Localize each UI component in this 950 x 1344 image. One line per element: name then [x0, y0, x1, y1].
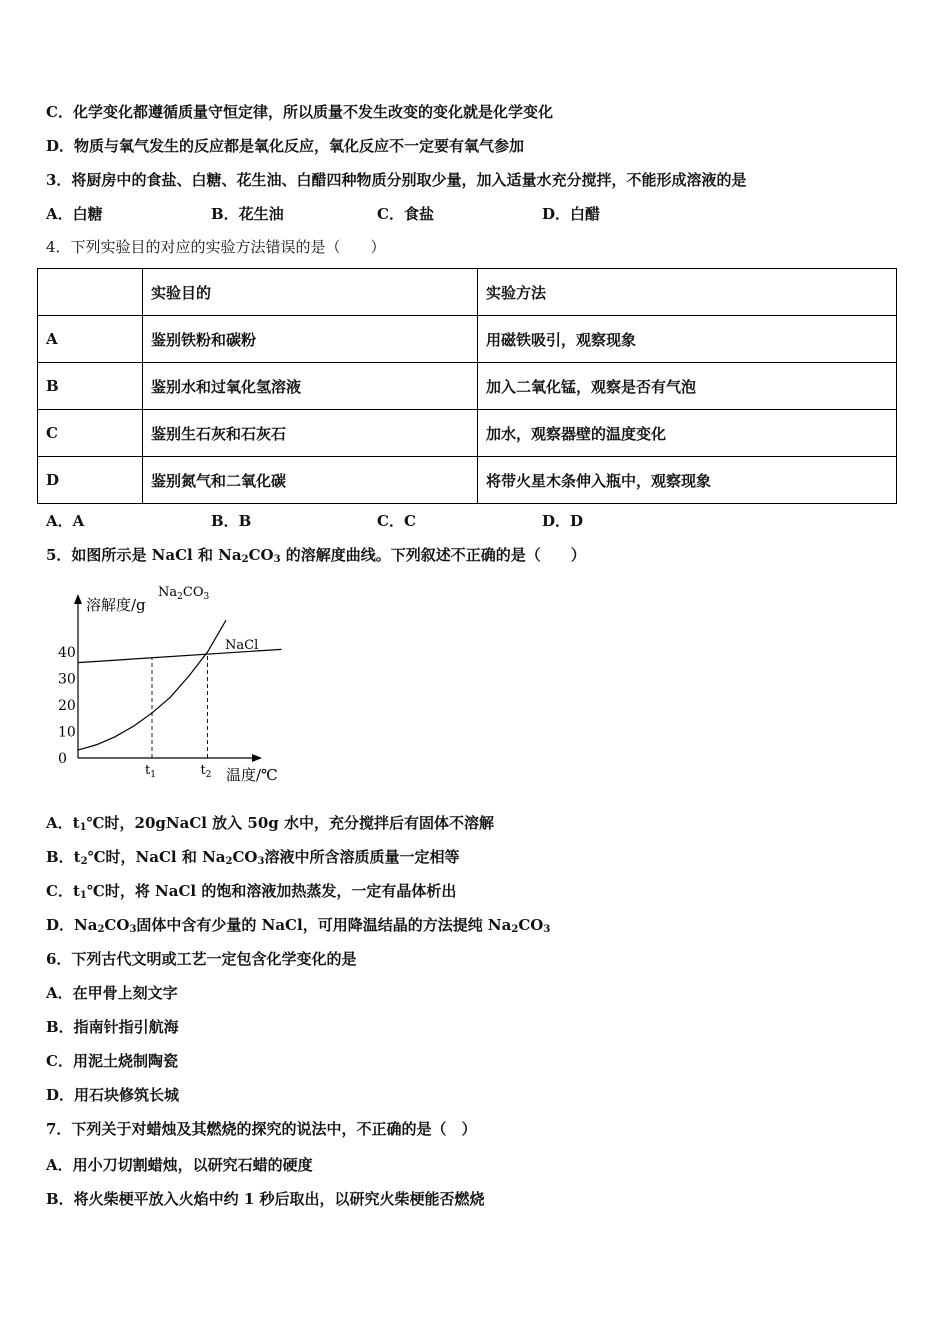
- y-axis-label: 溶解度/g: [86, 596, 146, 614]
- q2-option-c: C．化学变化都遵循质量守恒定律，所以质量不发生改变的变化就是化学变化: [46, 103, 553, 121]
- table-cell: B: [38, 363, 143, 410]
- q3-option-d: D．白醋: [542, 205, 601, 223]
- q3-option-b: B．花生油: [211, 205, 284, 223]
- q5-stem: 5．如图所示是 NaCl 和 $Na_2CO_3$ 的溶解度曲线。下列叙述不正确的是（ ）: [46, 546, 586, 565]
- table-header-cell: 实验方法: [478, 269, 897, 316]
- series-label-nacl: NaCl: [225, 638, 259, 653]
- table-cell: 鉴别生石灰和石灰石: [143, 410, 478, 457]
- y-axis-arrow: [74, 594, 82, 604]
- solubility-chart: [38, 578, 288, 788]
- q3-option-c: C．食盐: [377, 205, 434, 223]
- table-header-row: [38, 269, 897, 316]
- q3-option-a: A．白糖: [46, 205, 103, 223]
- q4-option-b: B．B: [211, 512, 252, 530]
- y-tick-label: 40: [58, 645, 76, 661]
- x-axis-label: 温度/℃: [226, 766, 278, 784]
- table-cell: A: [38, 316, 143, 363]
- y-tick-label: 10: [58, 724, 76, 741]
- table-cell: 鉴别水和过氧化氢溶液: [143, 363, 478, 410]
- table-header-cell: [38, 269, 143, 316]
- x-axis-arrow: [252, 754, 262, 762]
- q4-option-a: A．A: [46, 512, 85, 530]
- series-label-na2co3: $Na_2CO_3$: [158, 585, 210, 602]
- table-cell: 鉴别氮气和二氧化碳: [143, 457, 478, 504]
- q2-option-d: D．物质与氧气发生的反应都是氧化反应，氧化反应不一定要有氧气参加: [46, 137, 525, 155]
- q3-stem: 3．将厨房中的食盐、白糖、花生油、白醋四种物质分别取少量，加入适量水充分搅拌，不能形成溶液的是: [46, 171, 747, 189]
- table-row: [38, 363, 897, 410]
- q5-option-c: C．$t_1℃$时，将 NaCl 的饱和溶液加热蒸发，一定有晶体析出: [46, 882, 457, 901]
- q5-option-a: A．$t_1℃$时，20gNaCl 放入 50g 水中，充分搅拌后有固体不溶解: [46, 814, 494, 833]
- chart-ticks: [58, 645, 211, 780]
- table-cell: 加入二氧化锰，观察是否有气泡: [478, 363, 897, 410]
- table-row: [38, 316, 897, 363]
- table-row: [38, 457, 897, 504]
- table-row: [38, 410, 897, 457]
- q6-option-d: D．用石块修筑长城: [46, 1086, 180, 1104]
- q7-option-a: A．用小刀切割蜡烛，以研究石蜡的硬度: [46, 1156, 313, 1174]
- q6-option-c: C．用泥土烧制陶瓷: [46, 1052, 178, 1070]
- q5-option-b: B．$t_2℃$时，NaCl 和 $Na_2CO_3$溶液中所含溶质质量一定相等: [46, 848, 460, 867]
- q4-option-c: C．C: [377, 512, 416, 530]
- q4-stem: 4．下列实验目的对应的实验方法错误的是（ ）: [46, 238, 386, 256]
- x-tick-label: $t_1$: [145, 763, 156, 780]
- table-cell: D: [38, 457, 143, 504]
- table-cell: 加水，观察器壁的温度变化: [478, 410, 897, 457]
- q4-table: [37, 268, 897, 504]
- q6-stem: 6．下列古代文明或工艺一定包含化学变化的是: [46, 950, 357, 968]
- table-cell: C: [38, 410, 143, 457]
- y-tick-label: 0: [58, 751, 67, 767]
- q7-stem: 7．下列关于对蜡烛及其燃烧的探究的说法中，不正确的是（ ）: [46, 1120, 477, 1138]
- x-tick-label: $t_2$: [200, 763, 212, 780]
- q5-option-d: D．$Na_2CO_3$固体中含有少量的 NaCl，可用降温结晶的方法提纯 $Na_2CO_3$: [46, 916, 551, 935]
- q7-option-b: B．将火柴梗平放入火焰中约 1 秒后取出，以研究火柴梗能否燃烧: [46, 1190, 485, 1208]
- table-header-cell: 实验目的: [143, 269, 478, 316]
- q6-option-a: A．在甲骨上刻文字: [46, 984, 178, 1002]
- y-tick-label: 20: [58, 698, 76, 714]
- y-tick-label: 30: [58, 671, 76, 688]
- table-cell: 将带火星木条伸入瓶中，观察现象: [478, 457, 897, 504]
- q4-option-d: D．D: [542, 512, 584, 530]
- q6-option-b: B．指南针指引航海: [46, 1018, 179, 1036]
- chart-axes: [74, 594, 262, 762]
- table-cell: 鉴别铁粉和碳粉: [143, 316, 478, 363]
- table-cell: 用磁铁吸引，观察现象: [478, 316, 897, 363]
